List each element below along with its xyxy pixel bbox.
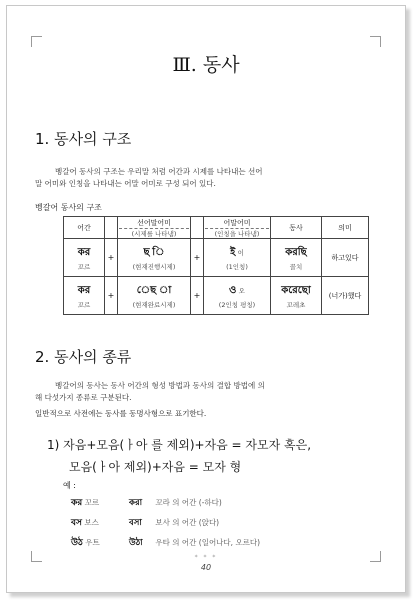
- list-item: বস 보스 বসা 보사 의 어간 (앉다): [71, 518, 220, 528]
- rule-line1: 1) 자음+모음(ㅏ아 를 제외)+자음 = 자모자 혹은,: [47, 438, 312, 452]
- header-stem: 어간: [64, 217, 105, 239]
- list-item: উঠ 우트 উঠা 우타 의 어간 (일어나다, 오르다): [71, 538, 261, 548]
- section1-heading: 1. 동사의 구조: [35, 130, 132, 148]
- header-pre-label: 선어말어미: [137, 218, 171, 227]
- section1-para-line2: 말 어미와 인칭을 나타내는 어말 어미로 구성 되어 있다.: [35, 179, 216, 188]
- table-caption: 벵갈어 동사의 구조: [35, 203, 102, 212]
- table-row: [64, 239, 369, 277]
- row2-verb: করেছো 꼬레초: [271, 277, 322, 315]
- row2-end: ও 오 (2인칭 평칭): [204, 277, 271, 315]
- chapter-title: Ⅲ. 동사: [172, 54, 240, 76]
- page-number: 40: [200, 563, 212, 572]
- section2-heading: 2. 동사의 종류: [35, 348, 132, 366]
- section2-note: 일반적으로 사전에는 동사를 동명사형으로 표기한다.: [35, 409, 207, 418]
- row1-end: ই 이 (1인칭): [204, 239, 271, 277]
- plus-sign: +: [105, 239, 118, 277]
- section2-paragraph: [35, 380, 375, 404]
- plus-sign: +: [191, 277, 204, 315]
- list-item: কর 꼬르 করা 꼬라 의 어간 (-하다): [71, 498, 222, 508]
- row1-pre: ছ ি (현재진행시제): [118, 239, 191, 277]
- section1-para-line1: 벵갈어 동사의 구조는 우리말 처럼 어간과 시제를 나타내는 선어: [55, 167, 263, 176]
- header-meaning: 의미: [322, 217, 369, 239]
- row1-stem: কর 꼬르: [64, 239, 105, 277]
- rule-line2: 모음(ㅏ아 제외)+자음 = 모자 형: [69, 460, 242, 474]
- table-row: [64, 277, 369, 315]
- row2-stem: কর 꼬르: [64, 277, 105, 315]
- header-verb: 동사: [271, 217, 322, 239]
- crop-mark-top-left: [31, 36, 42, 47]
- header-end-label: 어말어미: [223, 218, 251, 227]
- header-final-ending: [204, 217, 271, 239]
- plus-sign: +: [191, 239, 204, 277]
- section2-para-line2: 해 다섯가지 종류로 구분된다.: [35, 393, 132, 402]
- row2-meaning: (너가)했다: [322, 277, 369, 315]
- section1-paragraph: [35, 166, 375, 190]
- row1-meaning: 하고있다: [322, 239, 369, 277]
- row1-verb: করছি 꼴치: [271, 239, 322, 277]
- example-label: 예 :: [63, 481, 76, 490]
- footer-dots: * * *: [194, 554, 218, 561]
- row2-pre: েছ া (현재완료시제): [118, 277, 191, 315]
- crop-mark-top-right: [370, 36, 381, 47]
- header-pre-ending: [118, 217, 191, 239]
- page-sheet: [6, 5, 406, 593]
- header-end-sub: (인칭을 나타냄): [205, 228, 269, 238]
- header-pre-sub: (시제를 나타냄): [119, 228, 189, 238]
- table-header-row: [64, 217, 369, 239]
- section2-para-line1: 벵갈어의 동사는 동사 어간의 형성 방법과 동사의 결합 방법에 의: [55, 381, 265, 390]
- verb-structure-table: [63, 216, 369, 315]
- plus-sign: +: [105, 277, 118, 315]
